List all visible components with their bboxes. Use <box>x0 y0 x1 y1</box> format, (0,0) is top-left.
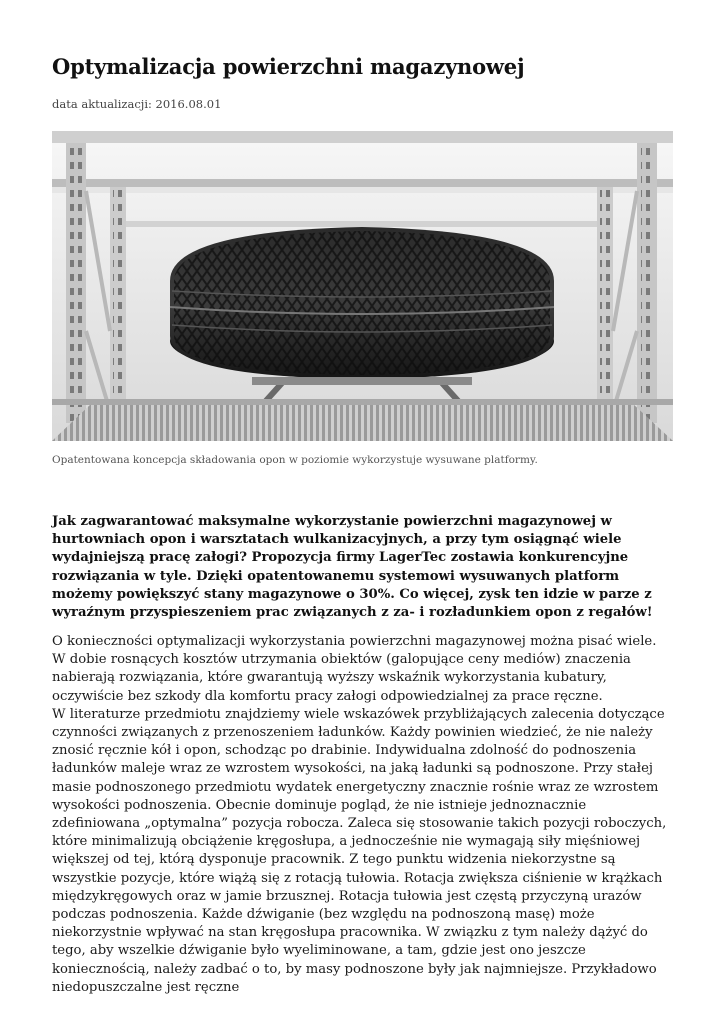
tire-rack-photo <box>52 131 673 441</box>
photo-caption: Opatentowana koncepcja składowania opon w poziomie wykorzystuje wysuwane platformy. <box>52 454 538 466</box>
tire-on-shelf-image <box>52 131 673 441</box>
article-lead: Jak zagwarantować maksymalne wykorzystanie powierzchni magazynowej w hurtowniach opon i warsztatach wulkanizacyjnych, a przy tym osiągnąć wiele wydajniejszą pracę załogi? Propozycja firmy LagerTec zostawia konkurencyjne rozwiązania w tyle. Dzięki opatentowanemu systemowi wysuwanych platform możemy powiększyć stany magazynowe o 30%. Co więcej, zysk ten idzie w parze z wyraźnym przyspieszeniem prac związanych z za- i rozładunkiem opon z regałów! <box>52 514 653 621</box>
body-paragraph: W literaturze przedmiotu znajdziemy wiele wskazówek przybliżających zalecenia dotyczące czynności związanych z przenoszeniem ładunków. Każdy powinien wiedzieć, że nie należy znosić ręcznie kół i opon, schodząc po drabinie. Indywidualna zdolność do podnoszenia ładunków maleje wraz ze wzrostem wysokości, na jaką ładunki są podnoszone. Przy stałej masie podnoszonego przedmiotu wydatek energetyczny znacznie rośnie wraz ze wzrostem wysokości podnoszenia. Obecnie dominuje pogląd, że nie istnieje jednoznacznie zdefiniowana „optymalna” pozycja robocza. Zaleca się stosowanie takich pozycji roboczych, które minimalizują obciążenie kręgosłupa, a jednocześnie nie wymagają siły mięśniowej większej od tej, którą dysponuje pracownik. Z tego punktu widzenia niekorzystne są wszystkie pozycje, które wiążą się z rotacją tułowia. Rotacja zwiększa ciśnienie w krążkach międzykręgowych oraz w jamie brzusznej. Rotacja tułowia jest częstą przyczyną urazów podczas podnoszenia. Każde dźwiganie (bez względu na podnoszoną masę) może niekorzystnie wpływać na stan kręgosłupa pracownika. W związku z tym należy dążyć do tego, aby wszelkie dźwiganie było wyeliminowane, a tam, gdzie jest ono jeszcze koniecznością, należy zadbać o to, by masy podnoszone były jak najmniejsze. Przykładowo niedopuszczalne jest ręczne <box>52 706 667 995</box>
body-paragraph: O konieczności optymalizacji wykorzystania powierzchni magazynowej można pisać wiele. W dobie rosnących kosztów utrzymania obiektów (galopujące ceny mediów) znaczenia nabierają rozwiązania, które gwarantują wyższy wskaźnik wykorzystania kubatury, oczywiście bez szkody dla komfortu pracy załogi odpowiedzialnej za prace ręczne. <box>52 634 657 704</box>
update-date: data aktualizacji: 2016.08.01 <box>52 97 222 111</box>
article-title: Optymalizacja powierzchni magazynowej <box>52 54 525 79</box>
article-body <box>52 633 672 997</box>
